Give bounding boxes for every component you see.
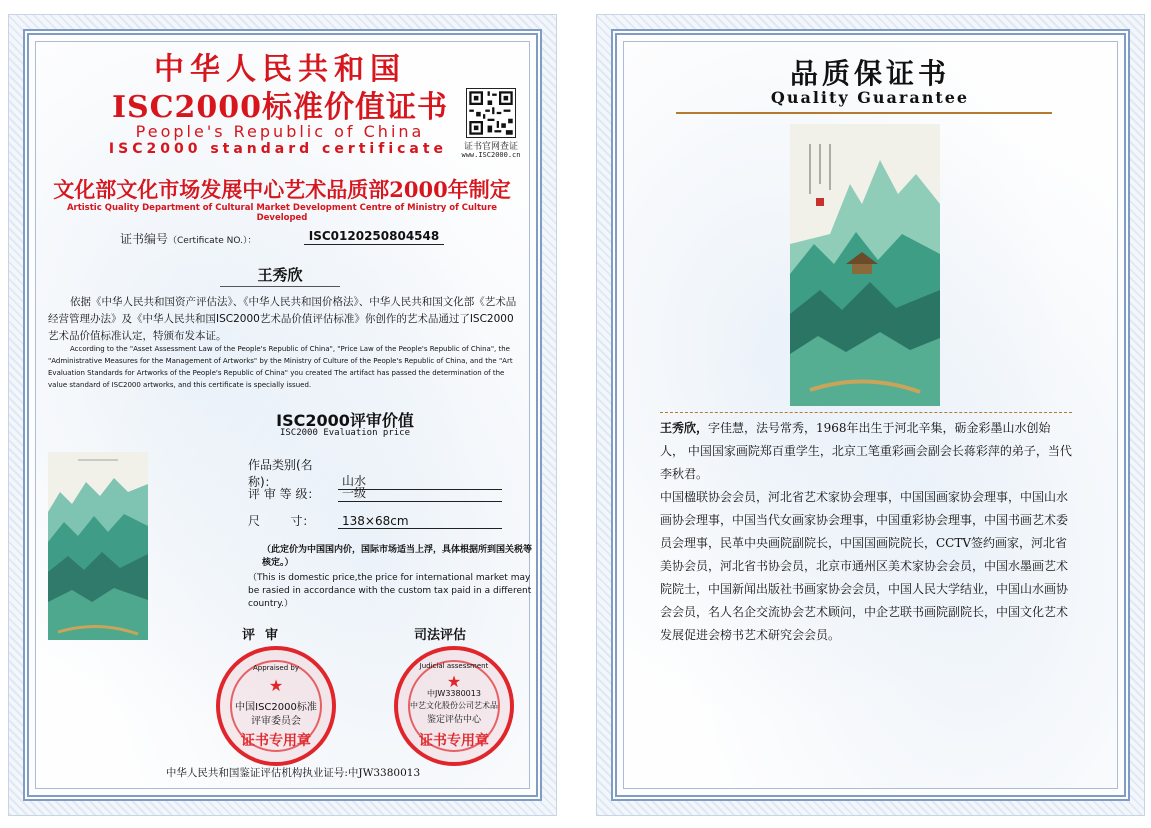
- seal-2-line1: 中艺文化股份公司艺术品: [410, 701, 498, 710]
- star-icon: ★: [446, 672, 462, 691]
- title-divider: [676, 112, 1052, 114]
- license-number: 中华人民共和国鉴证评估机构执业证号:中JW3380013: [165, 767, 421, 779]
- field-grade-value: 一级: [338, 484, 502, 502]
- field-grade-label: 评 审 等 级：: [248, 487, 320, 501]
- quality-title-en: Quality Guarantee: [770, 88, 970, 107]
- seal-label-appraisal: 评审: [242, 628, 289, 643]
- seal-1-top: Appraised by: [253, 664, 299, 672]
- title-cn: 中华人民共和国: [154, 52, 406, 87]
- field-size-value: 138×68cm: [338, 514, 502, 529]
- holder-name: 王秀欣: [257, 266, 303, 284]
- title-en-2: ISC2000 standard certificate: [108, 141, 448, 157]
- qr-code-icon[interactable]: [466, 88, 516, 138]
- dept-cn: 文化部文化市场发展中心艺术品质部2000年制定: [53, 177, 511, 202]
- qr-caption: 证书官网查证: [463, 142, 518, 152]
- cert-no-label: 证书编号（Certificate NO.）：: [120, 232, 257, 246]
- note-en: （This is domestic price,the price for international market may be rasied in accordance with the custom tax paid in a different country.）: [248, 573, 532, 609]
- star-icon: ★: [268, 676, 284, 695]
- body-cn: 依据《中华人民共和国资产评估法》、《中华人民共和国价格法》、中华人民共和国文化部《艺术品经营管理办法》及《中华人民共和国ISC2000艺术品价值评估标准》你创作的艺术品通过了ISC2000艺术品价值标准认定，特颁布发本证。: [48, 296, 517, 342]
- cert-no-value: ISC0120250804548: [304, 229, 444, 245]
- cert-no-label-en: （Certificate NO.）：: [168, 236, 257, 246]
- note-cn: （此定价为中国国内价，国际市场适当上浮，具体根据所到国关税等核定。）: [262, 545, 533, 568]
- painting-thumbnail-image: [48, 452, 148, 640]
- field-category-label: 作品类别(名称)：: [248, 458, 313, 489]
- judicial-seal: [394, 646, 514, 766]
- field-size-label: 尺 寸：: [248, 514, 315, 528]
- seal-2-line2: 鉴定评估中心: [426, 715, 481, 725]
- painting-image: [790, 124, 940, 406]
- body-en: According to the "Asset Assessment Law of the People's Republic of China", "Price Law of the People's Republic of China", the "Administrative Measures for the Management of Artworks" by the Ministry of Culture of the People's Republic of China, and the "Art Evaluation Standards for Artworks of the People's Republic of China" you created The artifact has passed the determination of the value standard of ISC2000 artworks, and this certificate is specially issued.: [48, 345, 513, 389]
- seal-1-line2: 评审委员会: [251, 716, 301, 727]
- title-en-1: People's Republic of China: [135, 122, 425, 141]
- seal-label-judicial: 司法评估: [414, 628, 467, 643]
- quality-title-cn: 品质保证书: [789, 57, 950, 90]
- dept-en: Artistic Quality Department of Cultural Market Development Centre of Ministry of Culture Developed: [66, 203, 498, 223]
- bio-divider: [660, 412, 1072, 413]
- seal-2-top: Judicial assessment: [419, 662, 489, 670]
- eval-title: ISC2000评审价值: [276, 411, 414, 430]
- title-isc: ISC2000标准价值证书: [111, 90, 449, 125]
- appraisal-seal: [216, 646, 336, 766]
- bio-intro: 字佳慧，法号常秀，1968年出生于河北辛集，砺金彩墨山水创始人， 中国国家画院郑百重学生，北京工笔重彩画会副会长蒋彩萍的弟子，当代李秋君。: [660, 421, 1072, 481]
- field-category-value: 山水: [338, 472, 502, 490]
- field-size: [248, 512, 502, 529]
- artist-bio: [660, 417, 1072, 647]
- seal-2-code: 中JW3380013: [427, 689, 481, 698]
- eval-sub: ISC2000 Evaluation price: [279, 428, 411, 438]
- bio-memberships: 中国楹联协会会员，河北省艺术家协会理事，中国国画家协会理事，中国山水画协会理事，中国当代女画家协会理事，中国重彩协会理事，中国书画艺术委员会理事，民革中央画院副院长，中国国画院院长，CCTV签约画家，河北省美协会员，河北省书协会员，北京市通州区美术家协会会员，中国水墨画艺术院院士，中国新闻出版社书画家协会会员，中国人民大学结业，中国山水画协会会员，名人名企交流协会艺术顾问，中企艺联书画院副院长，中国文化艺术发展促进会榜书艺术研究会会员。: [660, 490, 1069, 642]
- qr-url: www.ISC2000.cn: [461, 151, 521, 159]
- seal-2-bottom: 证书专用章: [419, 733, 489, 749]
- field-grade: [248, 484, 502, 502]
- seal-1-bottom: 证书专用章: [241, 733, 311, 749]
- name-underline: [220, 286, 340, 287]
- seal-1-line1: 中国ISC2000标准: [235, 702, 317, 713]
- bio-name: 王秀欣，: [660, 421, 709, 435]
